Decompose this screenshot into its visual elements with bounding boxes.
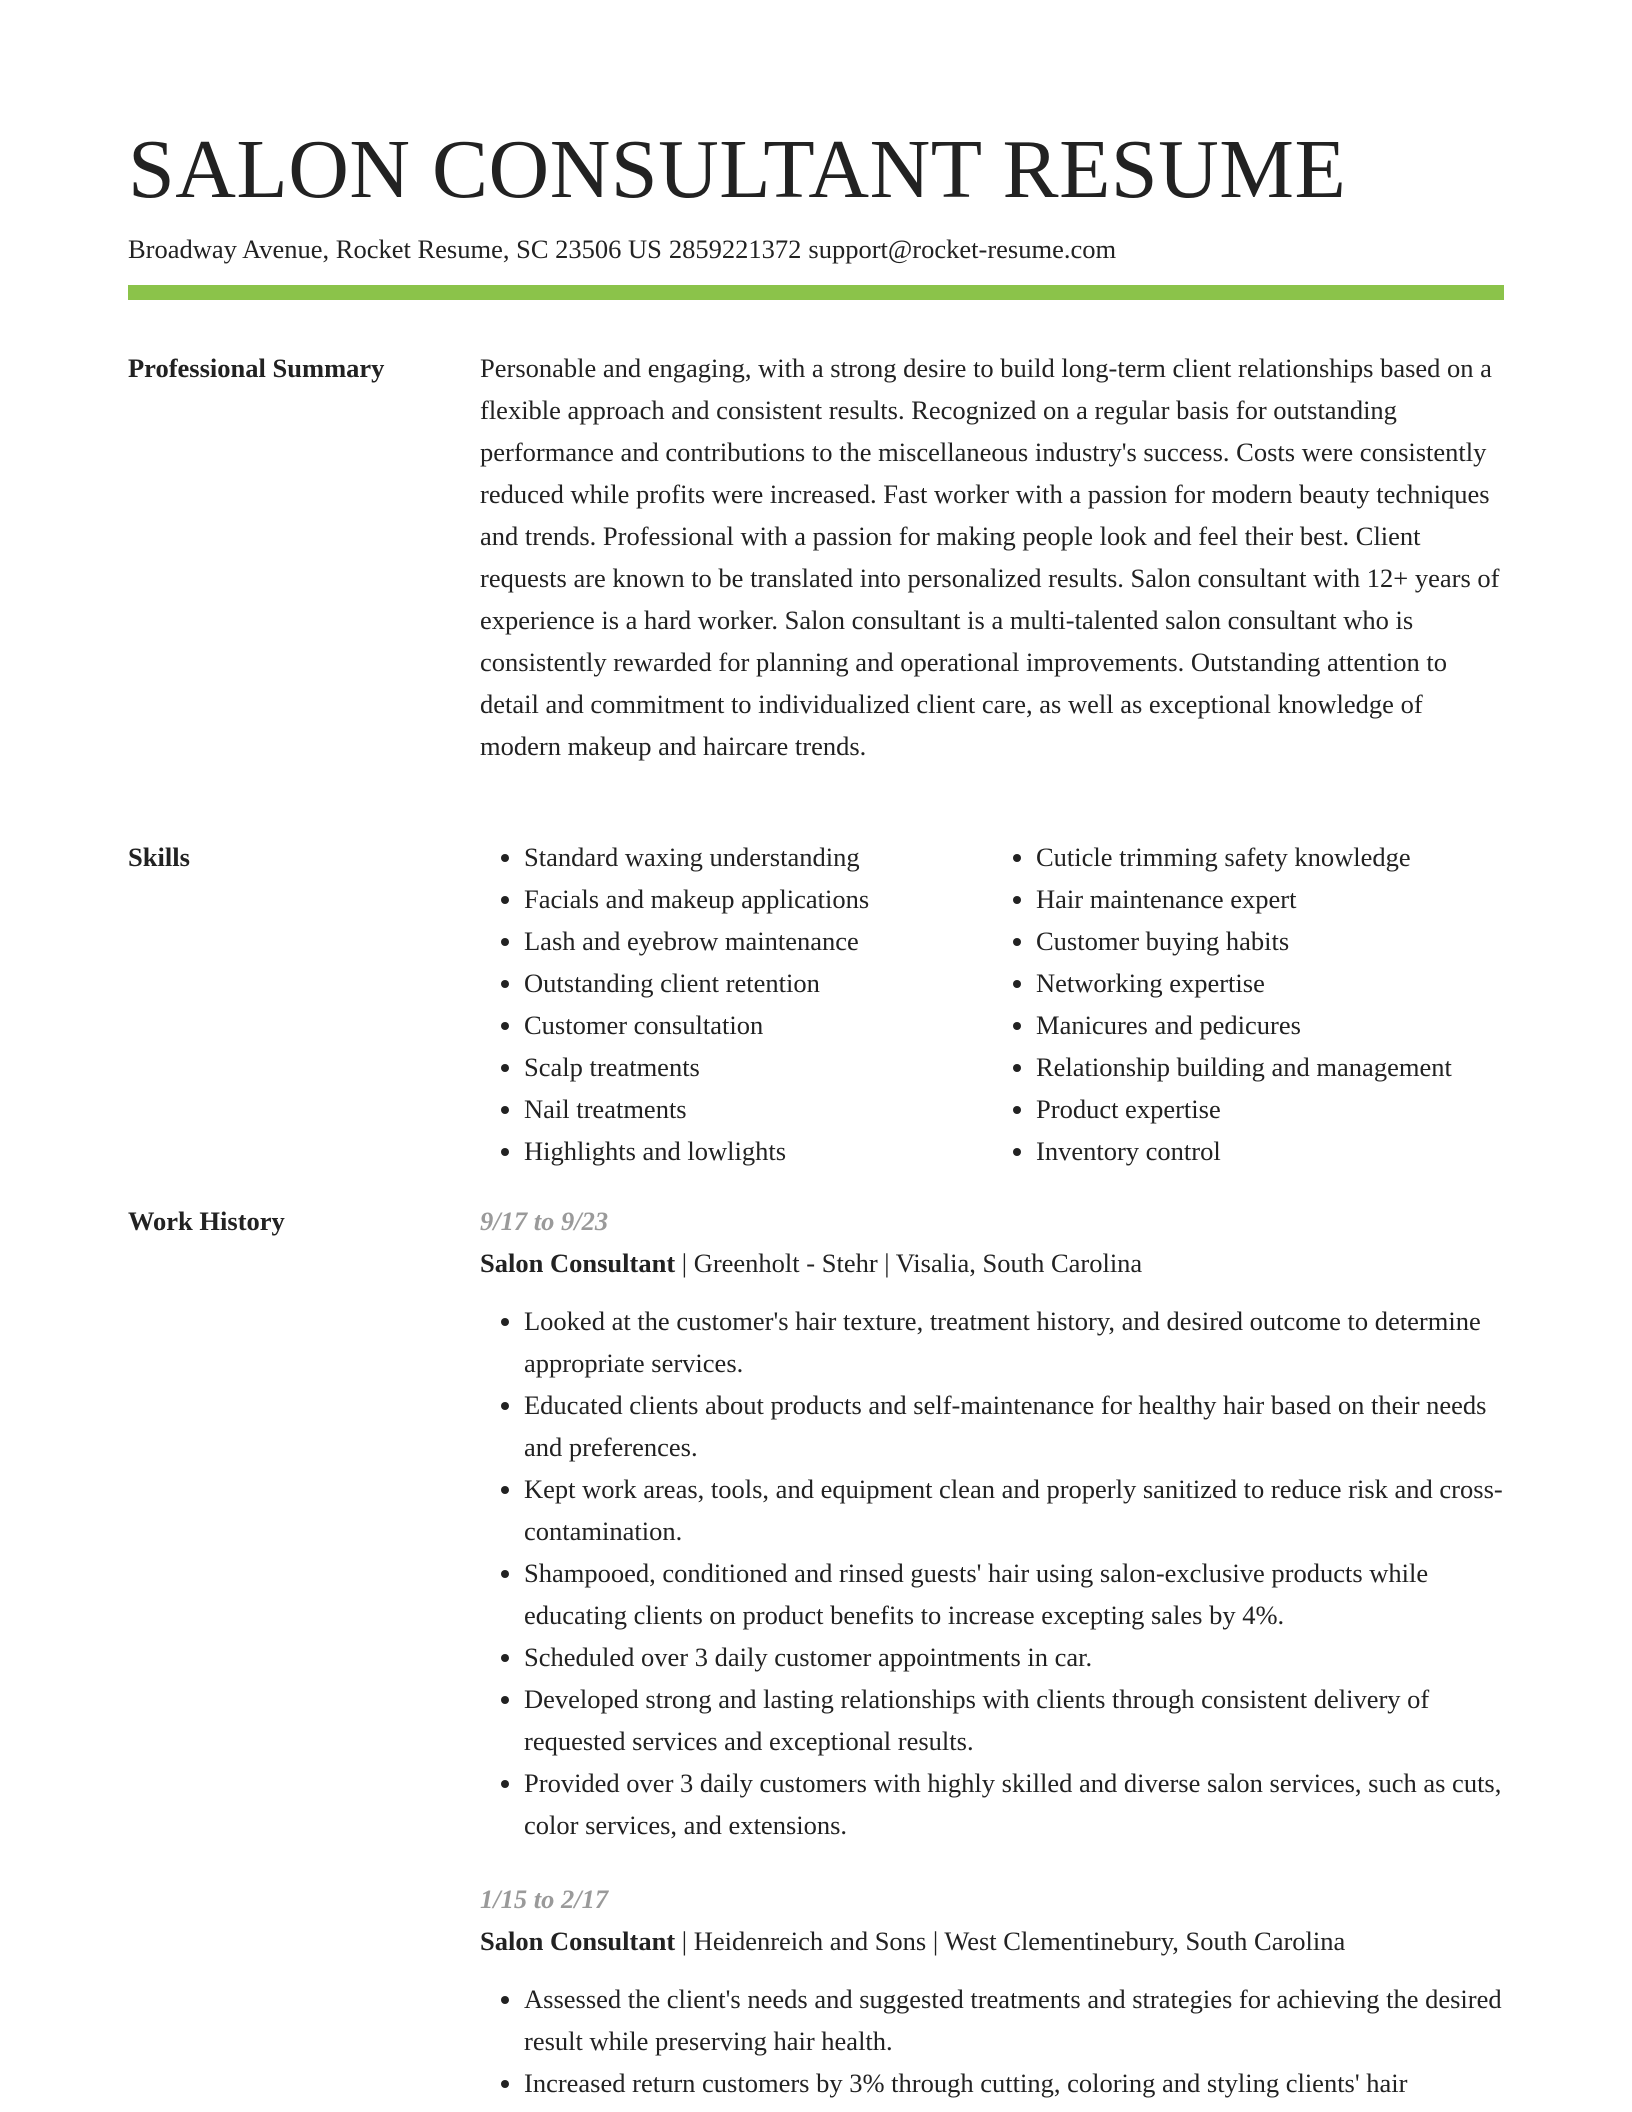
skill-item: • Scalp treatments	[524, 1046, 992, 1088]
job-bullet: • Increased return customers by 3% through cutting, coloring and styling clients' hair	[524, 2062, 1504, 2104]
job-employer-location: | Heidenreich and Sons | West Clementinebury, South Carolina	[675, 1926, 1346, 1956]
work-history-heading: Work History	[128, 1206, 285, 1236]
skill-item: • Facials and makeup applications	[524, 878, 992, 920]
skill-item: • Relationship building and management	[1036, 1046, 1504, 1088]
skills-columns	[480, 836, 1504, 1172]
job-bullet-list	[480, 1300, 1504, 1846]
contact-address: Broadway Avenue, Rocket Resume, SC 23506 US	[128, 234, 662, 264]
job-entry	[480, 1200, 1504, 1846]
contact-phone: 2859221372	[668, 234, 802, 264]
job-bullet: • Kept work areas, tools, and equipment clean and properly sanitized to reduce risk and cross-contamination.	[524, 1468, 1504, 1552]
summary-body	[480, 347, 1504, 767]
skill-item: • Inventory control	[1036, 1130, 1504, 1172]
skills-body	[480, 836, 1504, 1172]
job-bullet-list	[480, 1978, 1504, 2104]
skill-item: • Standard waxing understanding	[524, 836, 992, 878]
contact-line	[128, 231, 1116, 267]
skill-item: • Nail treatments	[524, 1088, 992, 1130]
job-heading	[480, 1920, 1504, 1962]
job-dates: 1/15 to 2/17	[480, 1884, 609, 1914]
skill-item: • Manicures and pedicures	[1036, 1004, 1504, 1046]
skill-item: • Customer consultation	[524, 1004, 992, 1046]
skill-item: • Outstanding client retention	[524, 962, 992, 1004]
work-history-body	[480, 1200, 1504, 2104]
contact-email: support@rocket-resume.com	[808, 234, 1117, 264]
job-entry	[480, 1878, 1504, 2104]
job-bullet: • Educated clients about products and self-maintenance for healthy hair based on their needs and preferences.	[524, 1384, 1504, 1468]
skill-item: • Customer buying habits	[1036, 920, 1504, 962]
resume-title: SALON CONSULTANT RESUME	[128, 123, 1347, 216]
job-bullet: • Developed strong and lasting relationships with clients through consistent delivery of requested services and exceptional results.	[524, 1678, 1504, 1762]
job-bullet: • Looked at the customer's hair texture, treatment history, and desired outcome to determine appropriate services.	[524, 1300, 1504, 1384]
skill-item: • Product expertise	[1036, 1088, 1504, 1130]
summary-heading: Professional Summary	[128, 353, 385, 383]
job-bullet: • Scheduled over 3 daily customer appointments in car.	[524, 1636, 1504, 1678]
skills-list-left	[480, 836, 992, 1172]
skill-item: • Hair maintenance expert	[1036, 878, 1504, 920]
header-divider	[128, 285, 1504, 300]
job-employer-location: | Greenholt - Stehr | Visalia, South Carolina	[675, 1248, 1143, 1278]
job-bullet: • Assessed the client's needs and suggested treatments and strategies for achieving the desired result while preserving hair health.	[524, 1978, 1504, 2062]
job-title: Salon Consultant	[480, 1926, 676, 1956]
job-title: Salon Consultant	[480, 1248, 676, 1278]
summary-text: Personable and engaging, with a strong desire to build long-term client relationships based on a flexible approach and consistent results. Recognized on a regular basis for outstanding performance and contributions to the miscellaneous industry's success. Costs were consistently reduced while profits were increased. Fast worker with a passion for modern beauty techniques and trends. Professional with a passion for making people look and feel their best. Client requests are known to be translated into personalized results. Salon consultant with 12+ years of experience is a hard worker. Salon consultant is a multi-talented salon consultant who is consistently rewarded for planning and operational improvements. Outstanding attention to detail and commitment to individualized client care, as well as exceptional knowledge of modern makeup and haircare trends.	[480, 353, 1500, 761]
skill-item: • Highlights and lowlights	[524, 1130, 992, 1172]
job-bullet: • Provided over 3 daily customers with highly skilled and diverse salon services, such as cuts, color services, and extensions.	[524, 1762, 1504, 1846]
skills-heading: Skills	[128, 842, 190, 872]
skills-list-right	[992, 836, 1504, 1172]
skill-item: • Lash and eyebrow maintenance	[524, 920, 992, 962]
skill-item: • Cuticle trimming safety knowledge	[1036, 836, 1504, 878]
skill-item: • Networking expertise	[1036, 962, 1504, 1004]
job-dates: 9/17 to 9/23	[480, 1206, 609, 1236]
job-bullet: • Shampooed, conditioned and rinsed guests' hair using salon-exclusive products while educating clients on product benefits to increase excepting sales by 4%.	[524, 1552, 1504, 1636]
job-heading	[480, 1242, 1504, 1284]
